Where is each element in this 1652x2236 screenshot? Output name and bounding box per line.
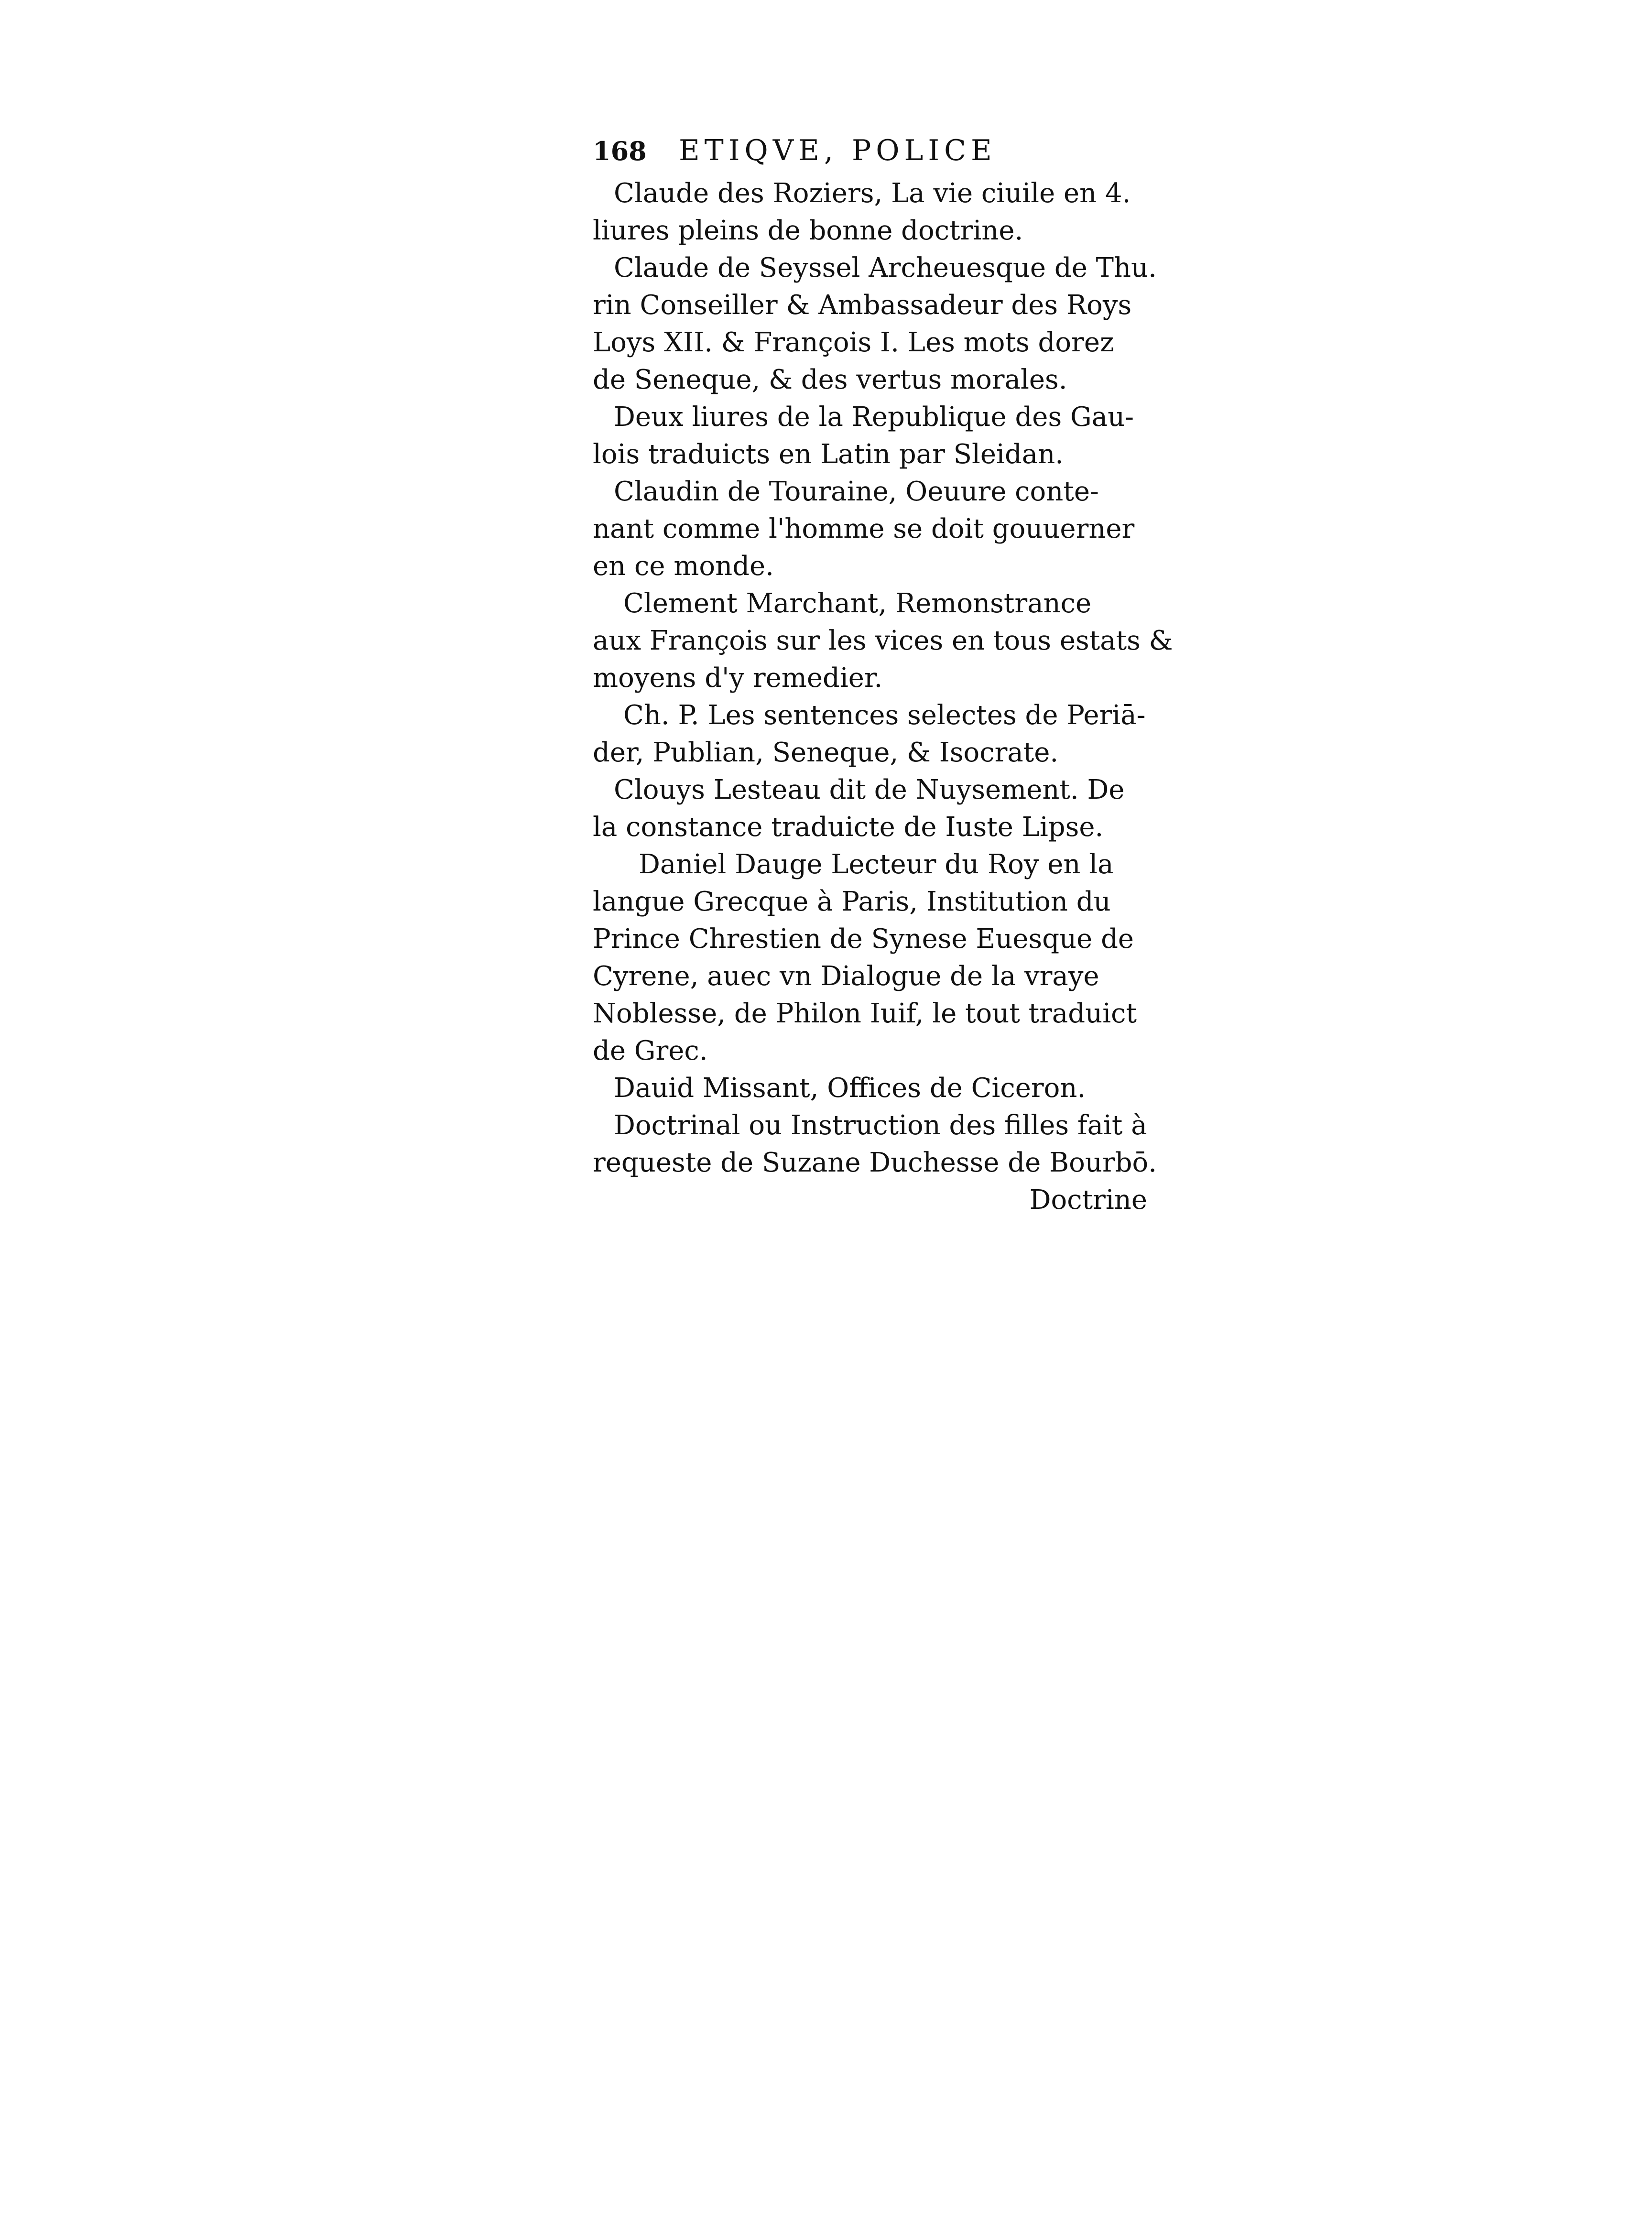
text-line: Cyrene, auec vn Dialogue de la vraye [593, 961, 1099, 992]
text-line: Claude de Seyssel Archeuesque de Thu. [614, 252, 1157, 283]
text-line: Ch. P. Les sentences selectes de Periā- [623, 700, 1146, 731]
text-line: rin Conseiller & Ambassadeur des Roys [593, 290, 1132, 321]
text-line: Noblesse, de Philon Iuif, le tout traduict [593, 998, 1137, 1029]
text-line: Deux liures de la Republique des Gau- [614, 402, 1134, 433]
catchword: Doctrine [1029, 1184, 1147, 1216]
text-line: de Grec. [593, 1035, 708, 1066]
text-line: Daniel Dauge Lecteur du Roy en la [639, 849, 1114, 880]
text-line: en ce monde. [593, 551, 774, 582]
text-line: Claudin de Touraine, Oeuure conte- [614, 476, 1099, 507]
text-line: der, Publian, Seneque, & Isocrate. [593, 737, 1059, 768]
text-line: requeste de Suzane Duchesse de Bourbō. [593, 1147, 1157, 1178]
text-line: Clement Marchant, Remonstrance [623, 588, 1092, 619]
page-number: 168 [593, 136, 647, 166]
text-line: Clouys Lesteau dit de Nuysement. De [614, 774, 1125, 805]
text-line: moyens d'y remedier. [593, 662, 883, 694]
page-header [593, 134, 1147, 175]
text-column [593, 134, 1173, 1219]
text-line: la constance traduicte de Iuste Lipse. [593, 812, 1104, 843]
text-line: Loys XII. & François I. Les mots dorez [593, 327, 1114, 358]
text-line: nant comme l'homme se doit gouuerner [593, 513, 1135, 544]
text-line: Doctrinal ou Instruction des filles fait à [614, 1110, 1147, 1141]
text-line: liures pleins de bonne doctrine. [593, 215, 1023, 246]
text-line: Claude des Roziers, La vie ciuile en 4. [614, 178, 1131, 209]
running-head: ETIQVE, POLICE [679, 134, 997, 167]
text-line: de Seneque, & des vertus morales. [593, 364, 1067, 395]
text-line: Prince Chrestien de Synese Euesque de [593, 923, 1134, 955]
text-line: Dauid Missant, Offices de Ciceron. [614, 1073, 1086, 1104]
text-line: lois traduicts en Latin par Sleidan. [593, 439, 1064, 470]
text-line: langue Grecque à Paris, Institution du [593, 886, 1111, 917]
text-line: aux François sur les vices en tous estats & [593, 625, 1173, 656]
